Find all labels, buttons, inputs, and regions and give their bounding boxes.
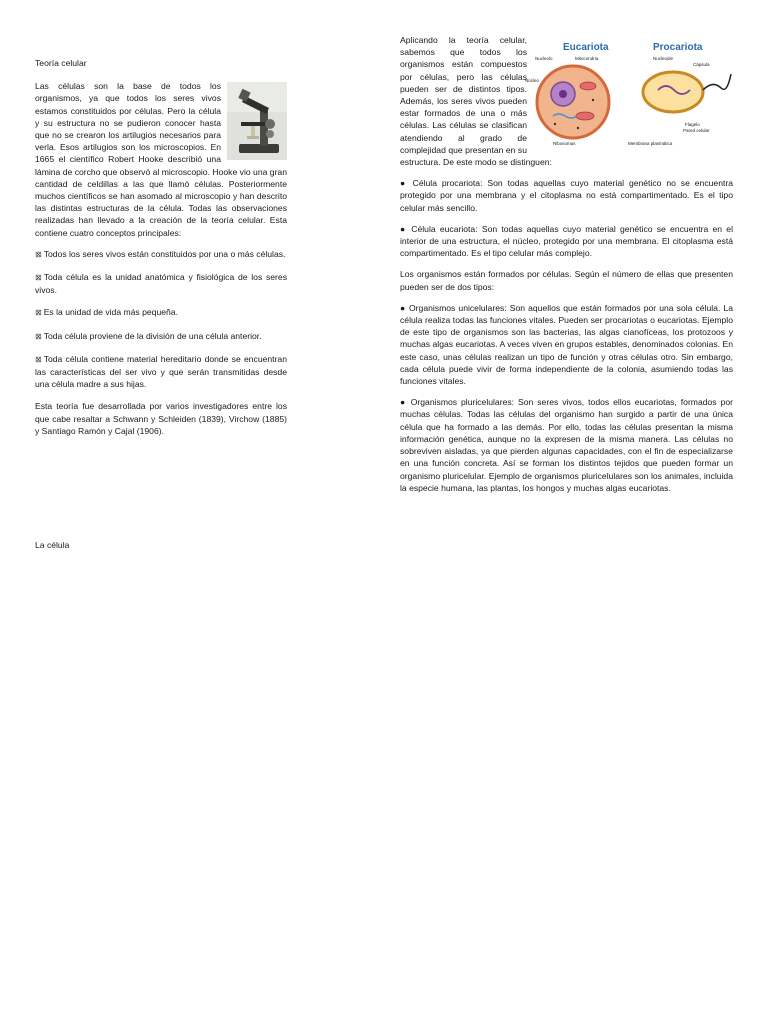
concept-item: ⊠ Toda célula contiene material hereditario donde se encuentran las características del ser vivo y que serán transmitidas desde una célula madre a sus hijas. bbox=[35, 353, 287, 390]
cell-diagram bbox=[525, 38, 733, 150]
label-flagelo: Flagelo bbox=[685, 122, 700, 127]
label-nucleoide: Nucleoide bbox=[653, 56, 674, 61]
closing-paragraph: Esta teoría fue desarrollada por varios investigadores entre los que cabe resaltar a Schwann y Schleiden (1839), Virchow (1885) y Santiago Ramón y Cajal (1906). bbox=[35, 401, 287, 436]
concept-item: ⊠ Es la unidad de vida más pequeña. bbox=[35, 307, 178, 318]
right-column bbox=[400, 34, 733, 503]
label-nucleo: Núcleo bbox=[525, 78, 540, 83]
concept-item: ⊠ Toda célula proviene de la división de una célula anterior. bbox=[35, 330, 262, 341]
microscope-image bbox=[227, 82, 287, 160]
label-nucleolo: Nucleolo bbox=[535, 56, 553, 61]
eucariota-title: Eucariota bbox=[563, 42, 609, 53]
checkbox-icon: ⊠ bbox=[35, 308, 42, 318]
label-membrana: Membrana plasmática bbox=[628, 141, 673, 146]
section-heading-la-celula: La célula bbox=[35, 540, 70, 550]
procariota-title: Procariota bbox=[653, 42, 703, 53]
concept-item: ⊠ Toda célula es la unidad anatómica y fisiológica de los seres vivos. bbox=[35, 272, 287, 296]
procariota-paragraph: ● Célula procariota: Son todas aquellas cuyo material genético no se encuentra protegido por una membrana y el citoplasma no está compartimentado. Es el tipo celular más sencillo. bbox=[400, 178, 733, 213]
page-title: Teoría celular bbox=[35, 58, 87, 68]
label-ribosomas: Ribosomas bbox=[553, 141, 576, 146]
left-column bbox=[35, 57, 287, 446]
organismos-intro-paragraph: Los organismos están formados por células. Según el número de ellas que presenten pueden ser de dos tipos: bbox=[400, 269, 733, 292]
intro-text: Las células son la base de todos los organismos, ya que todos los seres vivos estamos constituidos por células. Pero la célula y su estructura no se pudieron conocer hasta que no se crearon los artilugios necesarios para verla. Esos artilugios son los microscopios. En 1665 el científico Robert Hooke describió una lámina de corcho que observó al microscopio. Hooke vio una gran cantidad de celdillas a las que llamó células. Posteriormente muchos científicos se han asomado al microscopio y han descrito las distintas estructuras de la célula. Todas las observaciones realizadas han llevado a la creación de la teoría celular. Esta contiene cuatro conceptos principales: bbox=[35, 81, 287, 238]
right-intro-paragraph bbox=[400, 34, 733, 168]
checkbox-icon: ⊠ bbox=[35, 249, 42, 259]
checkbox-icon: ⊠ bbox=[35, 331, 42, 341]
right-intro-text: Aplicando la teoría celular, sabemos que todos los organismos están compuestos por células, pero las células pueden ser de distintos tipos. Además, los seres vivos pueden estar formados de una o más células. Las células se clasifican atendiendo al grado de complejidad que presentan en su estructura. De este modo se distinguen: bbox=[400, 35, 552, 168]
label-mitocondria: Mitocondria bbox=[575, 56, 599, 61]
eukaryote-cell bbox=[537, 66, 609, 138]
checkbox-icon: ⊠ bbox=[35, 273, 42, 283]
label-capsula: Cápsula bbox=[693, 62, 710, 67]
eucariota-paragraph: ● Célula eucariota: Son todas aquellas cuyo material genético se encuentra en el interior de una estructura, el núcleo, protegido por una membrana. El citoplasma está compartimentado. Es el tipo celular más complejo. bbox=[400, 223, 733, 259]
prokaryote-cell bbox=[643, 72, 703, 112]
checkbox-icon: ⊠ bbox=[35, 354, 42, 364]
concept-item: ⊠ Todos los seres vivos están constituidos por una o más células. bbox=[35, 248, 286, 259]
unicelulares-paragraph: ● Organismos unicelulares: Son aquellos que están formados por una sola célula. La célula realiza todas las funciones vitales. Pueden ser procariotas o eucariotas. Ejemplo de este tipo de organismos son las bacterias, las algas cianofíceas, los protozoos y muchas algas eucariotas. A veces viven en grupos estables, denominados colonias. En este caso, unas células realizan un tipo de función y otras células otro. Sin embargo, cada célula puede vivir de forma independiente de la colonia, asumiendo todas las funciones vitales. bbox=[400, 302, 733, 387]
label-pared: Pared celular bbox=[683, 128, 710, 133]
intro-paragraph bbox=[35, 80, 287, 239]
pluricelulares-paragraph: ● Organismos pluricelulares: Son seres vivos, todos ellos eucariotas, formados por muchas células. Todas las células del organismo han surgido a partir de una única célula que ha formado a las demás. Por ello, todas las células presentan la misma información genética, aunque no la expresen de la misma manera. Las células no sobreviven aisladas, ya que pierden algunas capacidades, con el fin de especializarse en una función concreta. Así se forman los distintos tejidos que pueden formar un organismo pluricelular. Ejemplo de organismos pluricelulares son los animales, incluida la especie humana, las plantas, los hongos y muchas algas eucariotas. bbox=[400, 397, 733, 493]
